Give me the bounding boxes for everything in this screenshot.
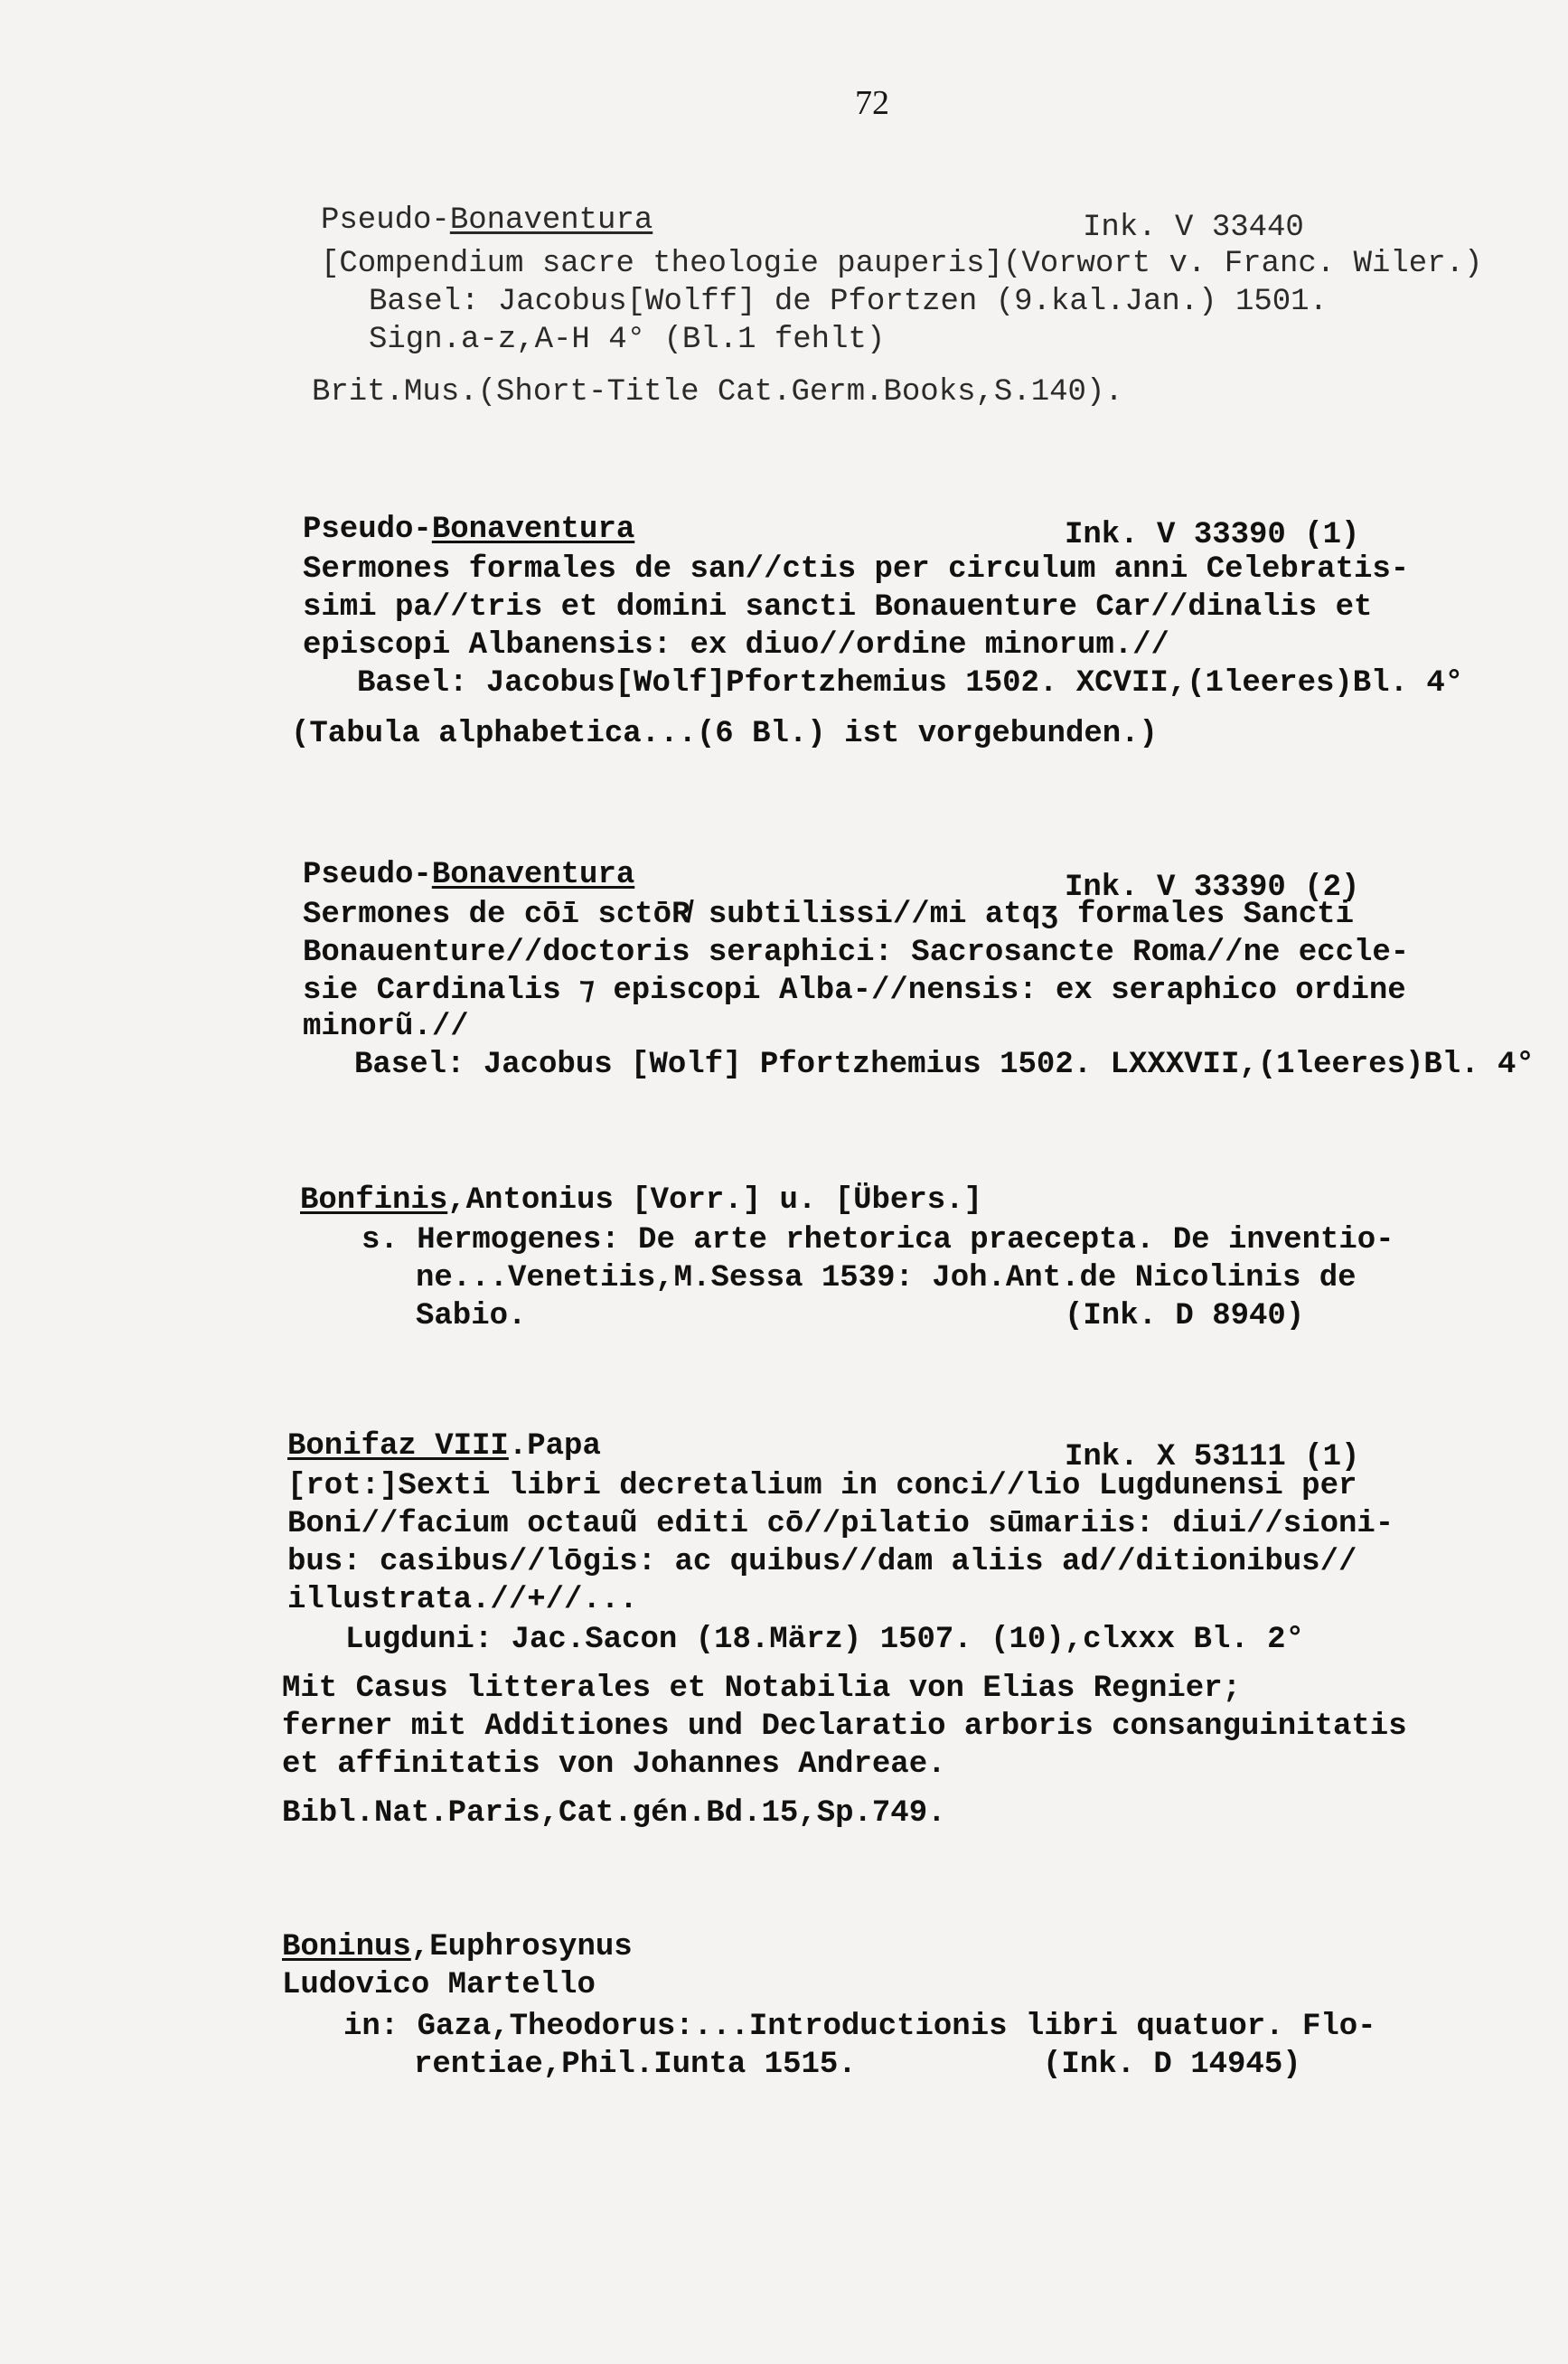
entry-line: s. Hermogenes: De arte rhetorica praecepta. De inventio- [361, 1223, 1394, 1257]
author-prefix: Pseudo- [303, 858, 432, 892]
author-suffix: .Papa [508, 1429, 601, 1464]
entry-line: rentiae,Phil.Iunta 1515. [414, 2048, 857, 2082]
entry-line: in: Gaza,Theodorus:...Introductionis libri quatuor. Flo- [343, 2010, 1376, 2044]
entry-line: Sermones de cōī sctōR̸ subtilissi//mi atqʒ formales Sancti [303, 898, 1354, 932]
entry-line: (Tabula alphabetica...(6 Bl.) ist vorgebunden.) [291, 717, 1158, 751]
entry-line: episcopi Albanensis: ex diuo//ordine minorum.// [303, 628, 1169, 663]
entry-line: simi pa//tris et domini sancti Bonauenture Car//dinalis et [303, 590, 1373, 625]
shelfmark: Ink. V 33390 (1) [1065, 518, 1360, 552]
entry-line: Mit Casus litterales et Notabilia von Elias Regnier; [282, 1672, 1241, 1706]
entry-line: Ludovico Martello [282, 1968, 596, 2002]
entry-line: ne...Venetiis,M.Sessa 1539: Joh.Ant.de Nicolinis de [416, 1261, 1357, 1295]
entry-line: bus: casibus//lōgis: ac quibus//dam aliis ad//ditionibus// [287, 1545, 1357, 1579]
entry-line: [rot:]Sexti libri decretalium in conci//lio Lugdunensi per [287, 1469, 1357, 1503]
entry-line: Sabio. [416, 1299, 527, 1333]
author-prefix: Pseudo- [303, 513, 432, 547]
author-suffix: ,Euphrosynus [410, 1930, 633, 1964]
entry-line: Basel: Jacobus[Wolf]Pfortzhemius 1502. XCVII,(1leeres)Bl. 4° [357, 666, 1464, 701]
entry-line: minorũ.// [303, 1010, 469, 1044]
entry-line: Brit.Mus.(Short-Title Cat.Germ.Books,S.140). [312, 375, 1123, 410]
author-name: Boninus [282, 1930, 411, 1964]
entry-author [321, 202, 653, 239]
author-prefix: Pseudo- [321, 203, 450, 238]
entry-line: Lugduni: Jac.Sacon (18.März) 1507. (10),clxxx Bl. 2° [345, 1623, 1304, 1657]
shelfmark: Ink. X 53111 (1) [1065, 1440, 1360, 1474]
author-name: Bonaventura [431, 513, 635, 547]
entry-author [303, 857, 634, 893]
author-name: Bonaventura [431, 858, 635, 892]
entry-line: sie Cardinalis ⁊ episcopi Alba-//nensis: ex seraphico ordine [303, 974, 1406, 1008]
entry-line: et affinitatis von Johannes Andreae. [282, 1747, 946, 1782]
shelfmark: (Ink. D 14945) [1043, 2048, 1301, 2082]
entry-author [300, 1182, 982, 1219]
page-number: 72 [855, 84, 889, 122]
author-name: Bonfinis [300, 1183, 448, 1218]
entry-line: Boni//facium octauũ editi cō//pilatio sūmariis: diui//sioni- [287, 1507, 1394, 1541]
entry-author [287, 1428, 601, 1465]
entry-line: Basel: Jacobus [Wolf] Pfortzhemius 1502. LXXXVII,(1leeres)Bl. 4° [354, 1048, 1535, 1082]
entry-author [303, 512, 634, 548]
entry-line: Bibl.Nat.Paris,Cat.gén.Bd.15,Sp.749. [282, 1796, 946, 1831]
author-suffix: ,Antonius [Vorr.] u. [Übers.] [447, 1183, 982, 1218]
entry-author [282, 1929, 633, 1965]
entry-line: Basel: Jacobus[Wolff] de Pfortzen (9.kal.Jan.) 1501. [369, 285, 1328, 319]
author-name: Bonifaz VIII [287, 1429, 509, 1464]
shelfmark: (Ink. D 8940) [1065, 1299, 1305, 1333]
entry-line: ferner mit Additiones und Declaratio arboris consanguinitatis [282, 1709, 1407, 1744]
entry-line: Sermones formales de san//ctis per circulum anni Celebratis- [303, 552, 1410, 587]
entry-line: Sign.a-z,A-H 4° (Bl.1 fehlt) [369, 323, 886, 357]
entry-line: illustrata.//+//... [287, 1583, 638, 1617]
entry-line: [Compendium sacre theologie pauperis](Vorwort v. Franc. Wiler.) [321, 247, 1483, 281]
author-name: Bonaventura [449, 203, 653, 238]
shelfmark: Ink. V 33390 (2) [1065, 871, 1360, 905]
shelfmark: Ink. V 33440 [1083, 211, 1304, 245]
entry-line: Bonauenture//doctoris seraphici: Sacrosancte Roma//ne eccle- [303, 936, 1410, 970]
